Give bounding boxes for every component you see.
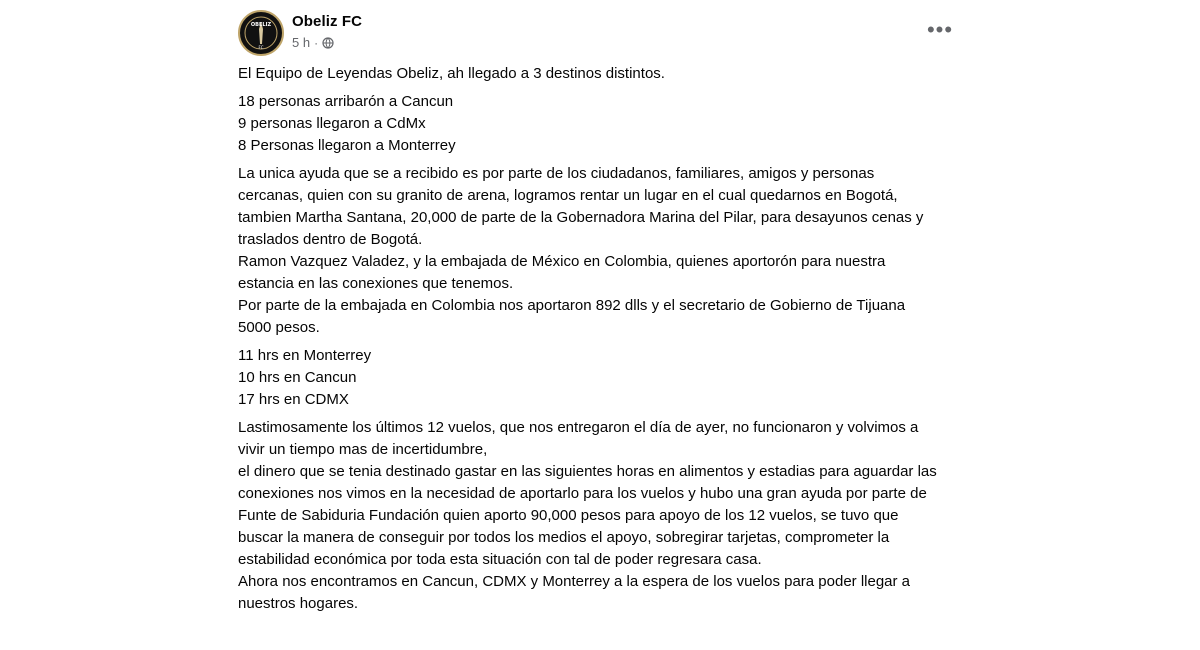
post-body [238,63,938,621]
post-paragraph: Lastimosamente los últimos 12 vuelos, que nos entregaron el día de ayer, no funcionaron y volvimos a vivir un tiempo mas de incertidumbre, el dinero que se tenia destinado gastar en las siguientes horas en alimentos y estadias para aguardar las conexiones nos vimos en la necesidad de aportarlo para los vuelos y hubo una gran ayuda por parte de Funte de Sabiduria Fundación quien aporto 90,000 pesos para apoyo de los 12 vuelos, se tuvo que buscar la manera de conseguir por todos los medios el apoyo, sobregirar tarjetas, comprometer la estabilidad económica por toda esta situación con tal de poder regresara casa. Ahora nos encontramos en Cancun, CDMX y Monterrey a la espera de los vuelos para poder llegar a nuestros hogares. [238,419,937,612]
logo-text: OBELIZ [250,22,272,28]
post-paragraph: El Equipo de Leyendas Obeliz, ah llegado a 3 destinos distintos. [238,65,665,82]
post-paragraph: 11 hrs en Monterrey 10 hrs en Cancun 17 hrs en CDMX [238,347,372,408]
more-options-icon[interactable]: ••• [926,17,954,42]
globe-icon[interactable] [322,37,334,49]
obeliz-logo-icon [241,13,281,53]
post-card [222,0,976,650]
post-time[interactable]: 5 h [292,35,311,50]
post-header [238,10,958,60]
author-name[interactable]: Obeliz FC [292,13,363,30]
post-meta [292,35,334,50]
logo-sub-text: FC [258,45,264,50]
avatar[interactable] [238,10,284,56]
meta-separator: · [314,35,319,50]
post-paragraph: La unica ayuda que se a recibido es por parte de los ciudadanos, familiares, amigos y personas cercanas, quien con su granito de arena, logramos rentar un lugar en el cual quedarnos en Bogotá, tambien Martha Santana, 20,000 de parte de la Gobernadora Marina del Pilar, para desayunos cenas y traslados dentro de Bogotá. Ramon Vazquez Valadez, y la embajada de México en Colombia, quienes aportorón para nuestra estancia en las conexiones que tenemos. Por parte de la embajada en Colombia nos aportaron 892 dlls y el secretario de Gobierno de Tijuana 5000 pesos. [238,165,924,336]
post-paragraph: 18 personas arribarón a Cancun 9 personas llegaron a CdMx 8 Personas llegaron a Monterrey [238,93,456,154]
